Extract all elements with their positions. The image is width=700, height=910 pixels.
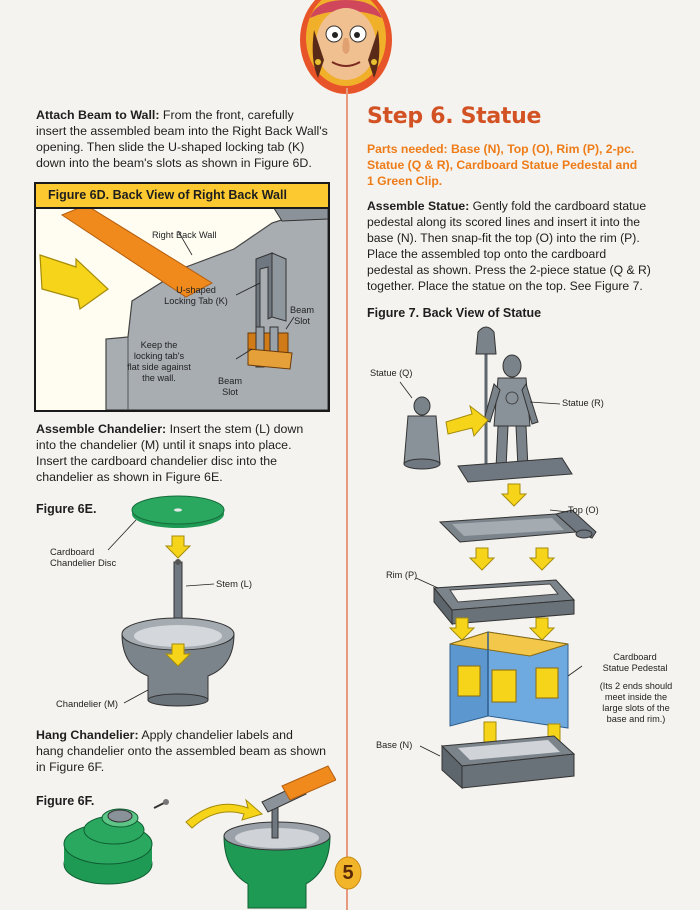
figure-6d-title: Figure 6D. Back View of Right Back Wall: [48, 188, 287, 202]
figure-6e-illustration: [36, 490, 336, 720]
label-line: Chandelier Disc: [50, 557, 117, 568]
label-line: Beam: [217, 376, 242, 386]
chandelier-line: into the chandelier (M) until it snaps into place.: [36, 438, 292, 452]
hang-line: Apply chandelier labels and: [141, 728, 293, 742]
statue-line: pedestal along its scored lines and insert it into the: [367, 215, 641, 229]
label-line: Locking Tab (K): [164, 296, 228, 306]
label-line: U-shaped: [176, 285, 216, 295]
label-stem: Stem (L): [216, 578, 252, 589]
label-line: Keep the: [140, 340, 178, 350]
label-top: Top (O): [568, 505, 599, 515]
label-line: Statue Pedestal: [602, 663, 668, 673]
assemble-statue-heading: Assemble Statue:: [367, 199, 470, 213]
chandelier-line: Insert the stem (L) down: [169, 422, 304, 436]
figure-6e-title: Figure 6E.: [36, 502, 97, 516]
label-line: Cardboard: [50, 546, 95, 557]
label-pedestal-note: [584, 681, 688, 725]
attach-beam-heading: Attach Beam to Wall:: [36, 108, 160, 122]
statue-line: base (N). Then snap-fit the top (O) into the rim (P).: [367, 231, 640, 245]
label-line: Beam: [289, 305, 314, 315]
figure-7-title: Figure 7. Back View of Statue: [367, 306, 542, 320]
parts-line: Parts needed: Base (N), Top (O), Rim (P), 2-pc.: [367, 142, 635, 156]
label-line: the wall.: [142, 373, 176, 383]
character-portrait: [296, 0, 396, 96]
label-line: meet inside the: [604, 692, 668, 702]
statue-line: pedestal as shown. Press the 2-piece statue (Q & R): [367, 263, 651, 277]
label-keep-tab: [114, 340, 204, 384]
statue-line: together. Place the statue on the top. See Figure 7.: [367, 279, 643, 293]
hang-line: hang chandelier onto the assembled beam as shown: [36, 744, 326, 758]
label-statue-r: Statue (R): [562, 398, 604, 408]
chandelier-line: chandelier as shown in Figure 6E.: [36, 470, 223, 484]
label-line: base and rim.): [606, 714, 666, 724]
label-rim: Rim (P): [386, 570, 418, 580]
attach-beam-line: opening. Then slide the U-shaped locking tab (K): [36, 140, 305, 154]
page-number: 5: [342, 862, 354, 884]
label-chandelier: Chandelier (M): [56, 698, 118, 709]
label-beam-slot-right: [284, 305, 320, 327]
parts-line: 1 Green Clip.: [367, 174, 443, 188]
label-base: Base (N): [376, 740, 413, 750]
figure-6d-banner: [36, 184, 328, 209]
label-cardboard-disc: [50, 546, 116, 568]
attach-beam-line: down into the beam's slots as shown in Figure 6D.: [36, 156, 312, 170]
label-line: Slot: [222, 387, 238, 397]
label-cardboard-pedestal: [580, 652, 690, 674]
statue-line: Gently fold the cardboard statue: [472, 199, 647, 213]
assemble-chandelier-heading: Assemble Chandelier:: [36, 422, 167, 436]
label-line: locking tab's: [133, 351, 185, 361]
attach-beam-line: insert the assembled beam into the Right Back Wall's: [36, 124, 328, 138]
label-line: flat side against: [127, 362, 191, 372]
chandelier-line: Insert the cardboard chandelier disc into the: [36, 454, 278, 468]
label-line: (Its 2 ends should: [599, 681, 673, 691]
label-statue-q: Statue (Q): [370, 368, 413, 378]
parts-line: Statue (Q & R), Cardboard Statue Pedestal and: [367, 158, 638, 172]
figure-6f-title: Figure 6F.: [36, 794, 95, 808]
hang-chandelier-heading: Hang Chandelier:: [36, 728, 139, 742]
assemble-statue-paragraph: [367, 198, 677, 294]
hang-line: in Figure 6F.: [36, 760, 105, 774]
statue-line: Place the assembled top onto the cardboard: [367, 247, 607, 261]
label-locking-tab: [156, 285, 236, 307]
label-beam-slot-bottom: [212, 376, 248, 398]
label-line: large slots of the: [602, 703, 670, 713]
assemble-chandelier-paragraph: [36, 421, 336, 485]
column-divider: [346, 88, 348, 910]
attach-beam-line: From the front, carefully: [162, 108, 294, 122]
attach-beam-paragraph: [36, 107, 336, 171]
figure-6d: [34, 182, 330, 412]
parts-needed: [367, 141, 667, 189]
label-line: Slot: [294, 316, 310, 326]
step-title: Step 6. Statue: [367, 104, 542, 129]
label-right-back-wall: Right Back Wall: [152, 230, 217, 240]
label-line: Cardboard: [613, 652, 657, 662]
figure-6f-illustration: [36, 760, 336, 910]
